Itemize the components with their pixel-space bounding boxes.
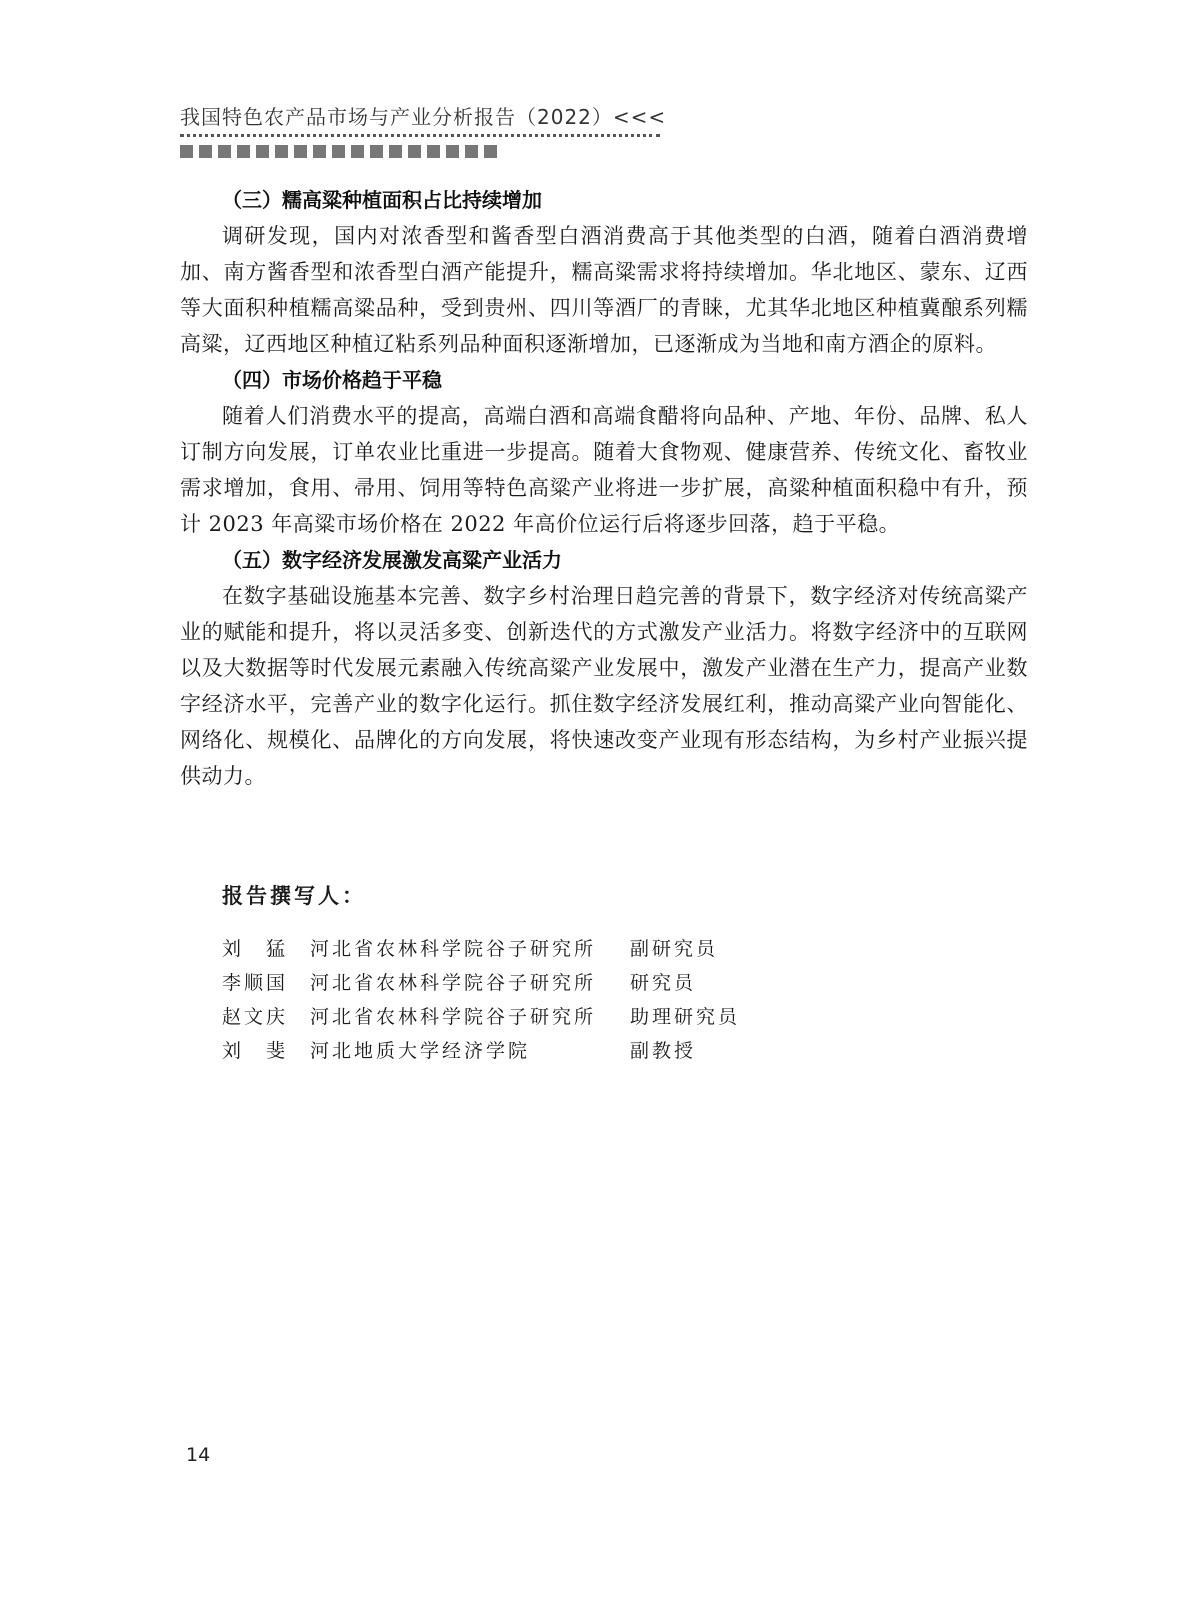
authors-title: 报告撰写人： — [222, 884, 366, 908]
author-title: 副教授 — [630, 1040, 697, 1062]
section-paragraph: 在数字基础设施基本完善、数字乡村治理日趋完善的背景下，数字经济对传统高粱产业的赋能和提升，将以灵活多变、创新迭代的方式激发产业活力。将数字经济中的互联网以及大数据等时代发展元素融入传统高粱产业发展中，激发产业潜在生产力，提高产业数字经济水平，完善产业的数字化运行。抓住数字经济发展红利，推动高粱产业向智能化、网络化、规模化、品牌化的方向发展，将快速改变产业现有形态结构，为乡村产业振兴提供动力。 — [180, 584, 1028, 788]
author-title: 助理研究员 — [630, 1006, 741, 1028]
author-org: 河北省农林科学院谷子研究所 — [310, 938, 597, 960]
running-title: 我国特色农产品市场与产业分析报告（2022）<<< — [180, 105, 667, 129]
authors-block — [222, 880, 842, 1068]
author-org: 河北省农林科学院谷子研究所 — [310, 1006, 597, 1028]
author-row — [222, 932, 842, 966]
dotted-rule — [180, 134, 660, 137]
section-heading: （五）数字经济发展激发高粱产业活力 — [222, 548, 562, 572]
page-number: 14 — [186, 1444, 211, 1466]
author-row — [222, 1000, 842, 1034]
author-org: 河北地质大学经济学院 — [310, 1040, 531, 1062]
author-row — [222, 966, 842, 1000]
author-name: 刘 猛 — [222, 938, 289, 960]
section-heading: （四）市场价格趋于平稳 — [222, 368, 442, 392]
section-paragraph: 随着人们消费水平的提高，高端白酒和高端食醋将向品种、产地、年份、品牌、私人订制方向发展，订单农业比重进一步提高。随着大食物观、健康营养、传统文化、畜牧业需求增加，食用、帚用、饲用等特色高粱产业将进一步扩展，高粱种植面积稳中有升，预计 2023 年高粱市场价格在 2022 年高价位运行后将逐步回落，趋于平稳。 — [180, 404, 1028, 536]
section-paragraph: 调研发现，国内对浓香型和酱香型白酒消费高于其他类型的白酒，随着白酒消费增加、南方酱香型和浓香型白酒产能提升，糯高粱需求将持续增加。华北地区、蒙东、辽西等大面积种植糯高粱品种，受到贵州、四川等酒厂的青睐，尤其华北地区种植冀酿系列糯高粱，辽西地区种植辽粘系列品种面积逐渐增加，已逐渐成为当地和南方酒企的原料。 — [180, 224, 1028, 356]
square-bar — [180, 145, 660, 158]
section-heading: （三）糯高粱种植面积占比持续增加 — [222, 188, 542, 212]
author-name: 李顺国 — [222, 972, 289, 994]
main-content — [180, 182, 1028, 794]
author-title: 研究员 — [630, 972, 697, 994]
author-name: 刘 斐 — [222, 1040, 289, 1062]
author-org: 河北省农林科学院谷子研究所 — [310, 972, 597, 994]
author-row — [222, 1034, 842, 1068]
running-header — [180, 104, 667, 158]
author-name: 赵文庆 — [222, 1006, 289, 1028]
author-title: 副研究员 — [630, 938, 719, 960]
